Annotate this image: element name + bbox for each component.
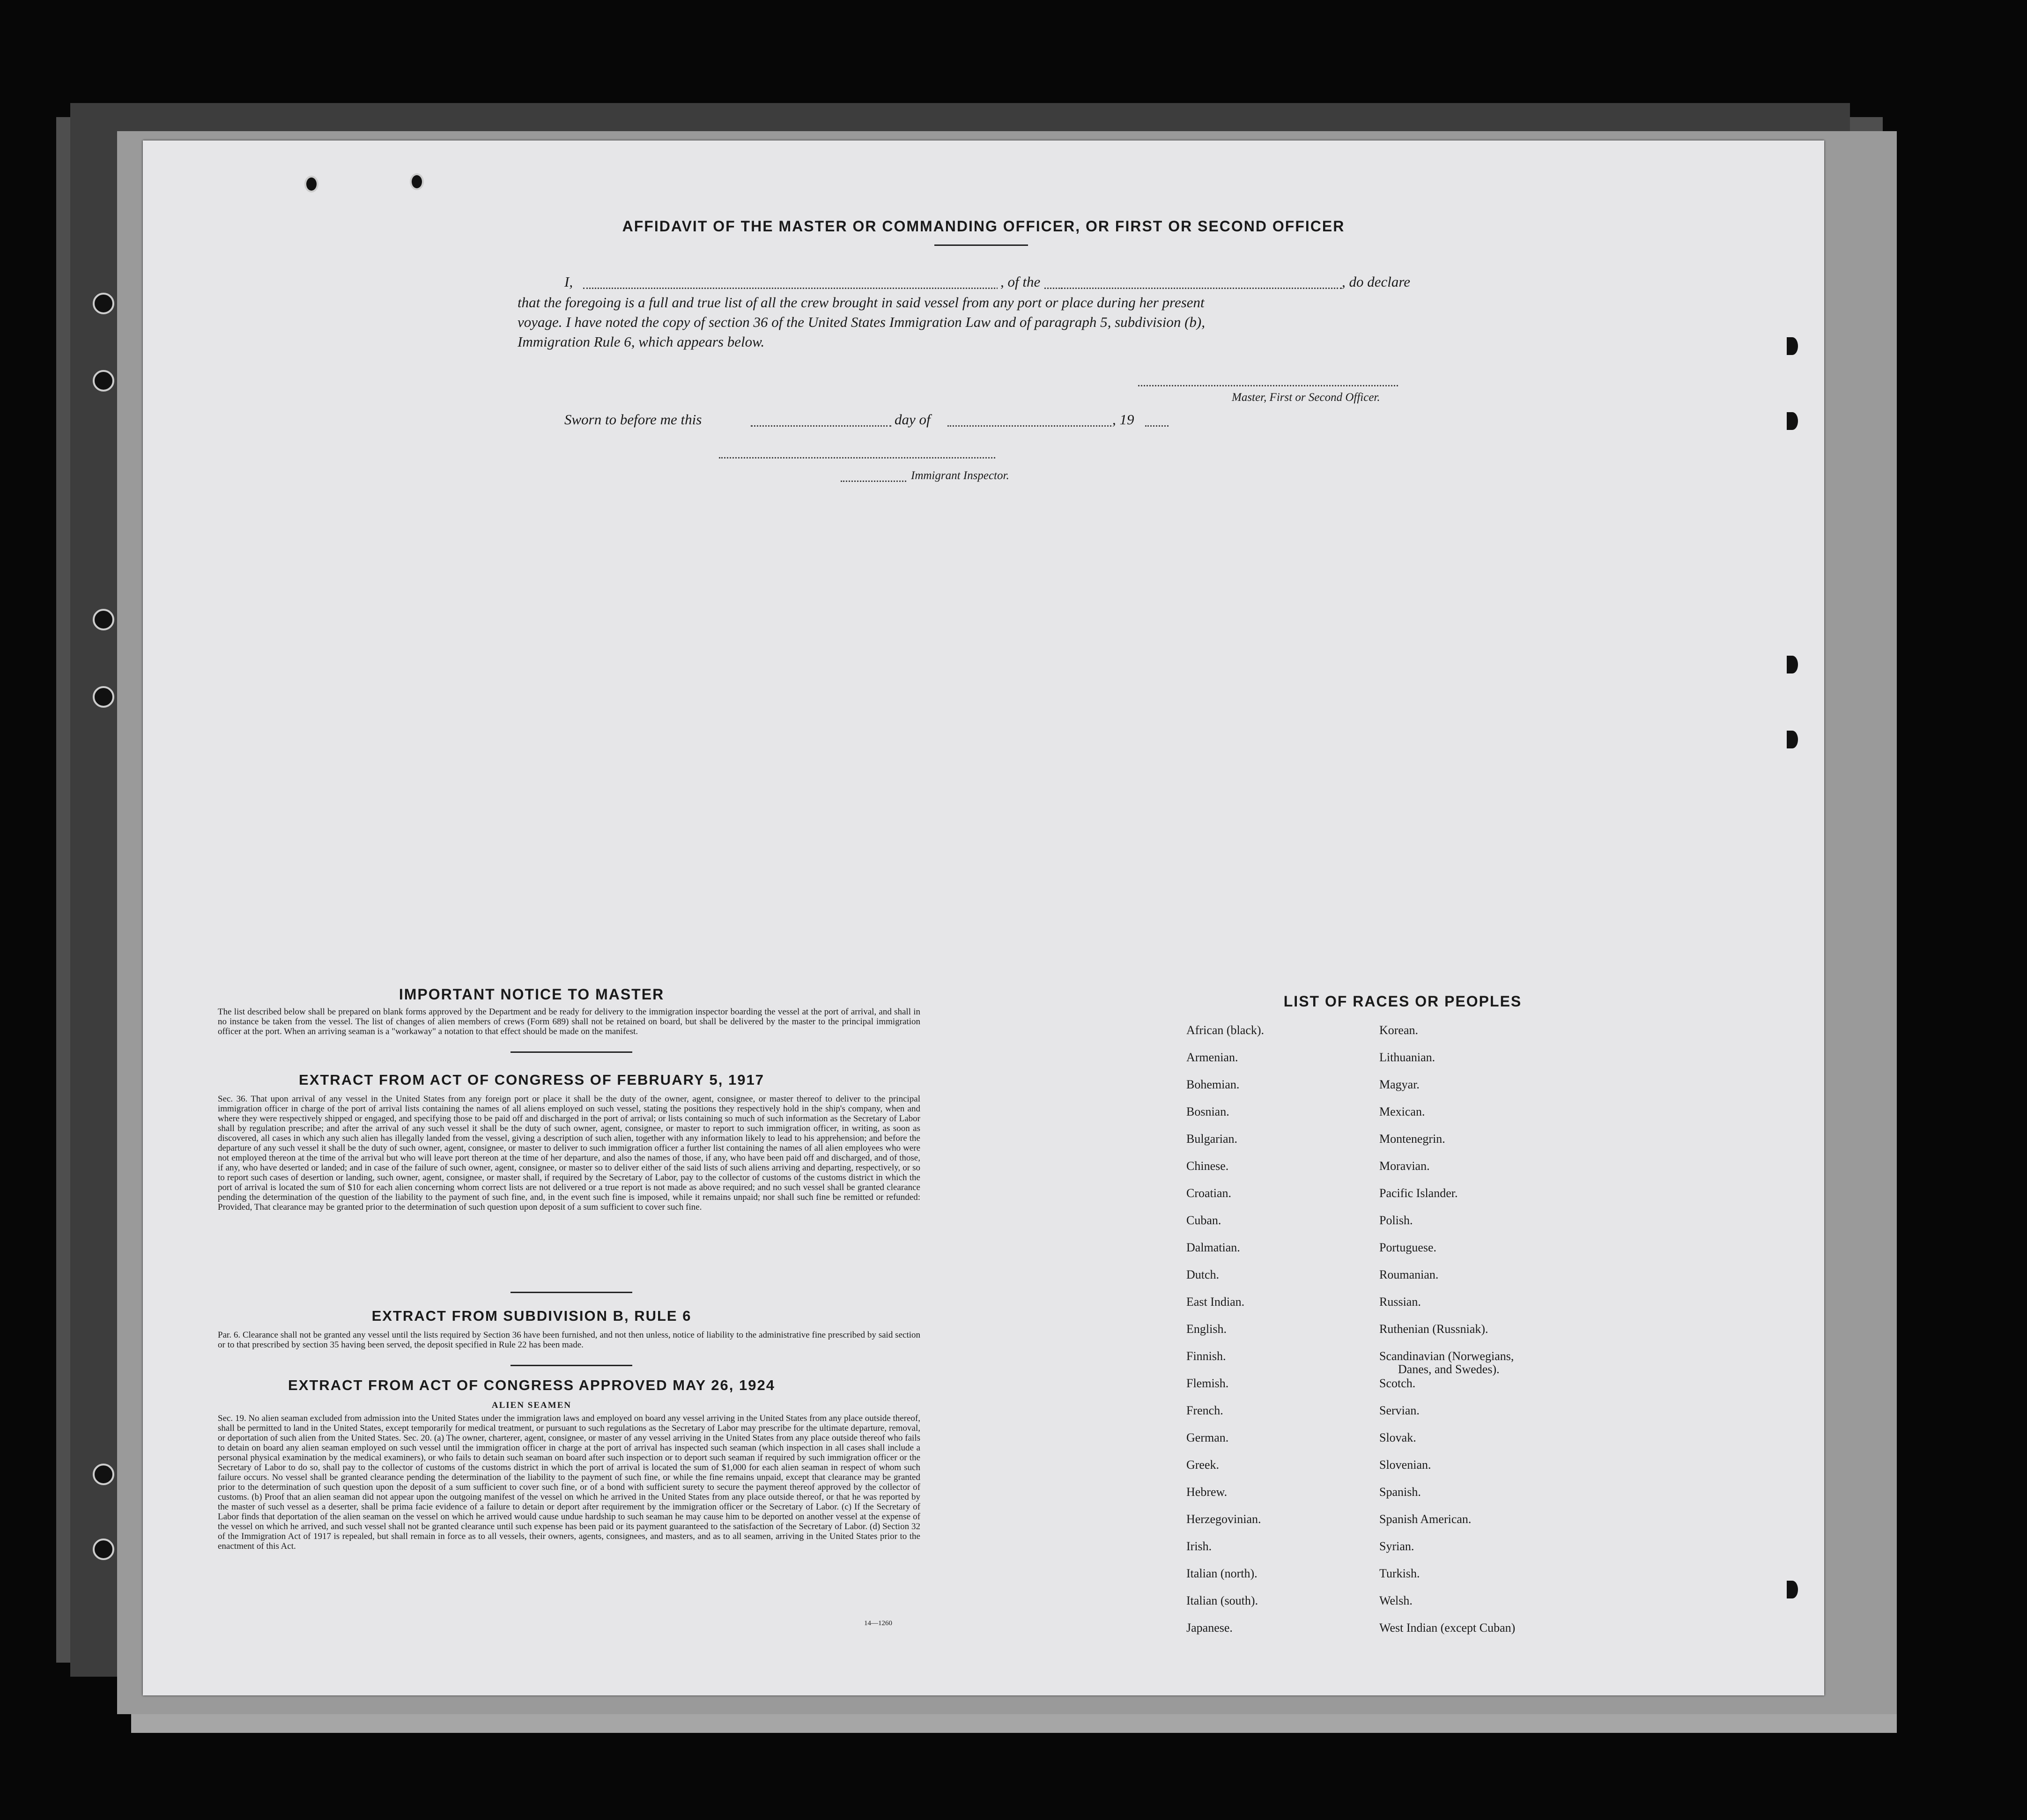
race-item: Chinese.: [1186, 1159, 1229, 1173]
sworn-month-field[interactable]: [947, 425, 1111, 427]
extract-1924-text: Sec. 19. No alien seaman excluded from admission into the United States under the immigration laws and employed on board any vessel arriving in the United States from any place outside thereof, shall be permitted to land in the United States, except temporarily for medical treatment, or pursuant to such regulations as the Secretary of Labor may prescribe for the ultimate departure, removal, or deportation of such alien from the United States. Sec. 20. (a) The owner, charterer, agent, consignee, or master of any vessel arriving in the United States from any place outside thereof who fails to detain on board any alien seaman employed on such vessel until the immigration officer in charge at the port of arrival has inspected such seaman (which inspection in all cases shall include a personal physical examination by the medical examiners), or who fails to detain such seaman on board after such inspection or to deport such seaman if required by such immigration officer or the Secretary of Labor to do so, shall pay to the collector of customs of the customs district in which the port of arrival is located the sum of $1,000 for each alien seaman in respect of whom such failure occurs. No vessel shall be granted clearance pending the determination of the liability to the payment of such fine, or while the fine remains unpaid, except that clearance may be granted prior to the determination of such question upon the deposit of a sum sufficient to cover such fine, or of a bond with sufficient surety to secure the payment thereof approved by the collector of customs. (b) Proof that an alien seaman did not appear upon the outgoing manifest of the vessel on which he arrived in the United States from any place outside thereof, or that he was reported by the master of such vessel as a deserter, shall be prima facie evidence of a failure to detain or deport after requirement by the immigration officer or the Secretary of Labor. (c) If the Secretary of Labor finds that deportation of the alien seaman on the vessel on which he arrived would cause undue hardship to such seaman he may cause him to be deported on another vessel at the expense of the vessel on which he arrived, and such vessel shall not be granted clearance until such expense has been paid or its payment guaranteed to the satisfaction of the Secretary of Labor. (d) Section 32 of the Immigration Act of 1917 is repealed, but shall remain in force as to all vessels, their owners, agents, consignees, and masters, and as to all seamen, arriving in the United States prior to the enactment of this Act.: [218, 1413, 920, 1551]
race-item: Italian (south).: [1186, 1594, 1258, 1607]
binder-hole: [93, 370, 114, 392]
race-item: Pacific Islander.: [1379, 1186, 1458, 1200]
race-item: Servian.: [1379, 1404, 1420, 1417]
inspector-signature-field[interactable]: [719, 457, 995, 459]
race-item: Bohemian.: [1186, 1078, 1240, 1091]
punch-hole: [1787, 731, 1798, 748]
affidavit-title: AFFIDAVIT OF THE MASTER OR COMMANDING OFFICER, OR FIRST OR SECOND OFFICER: [622, 218, 1345, 235]
punch-hole: [304, 176, 318, 192]
inspector-name-field[interactable]: [841, 481, 906, 482]
race-item: Slovenian.: [1379, 1458, 1431, 1472]
race-item: Bosnian.: [1186, 1105, 1229, 1118]
page-edge: [131, 1714, 1897, 1733]
race-item: Welsh.: [1379, 1594, 1413, 1607]
race-item: Syrian.: [1379, 1539, 1414, 1553]
race-item-continuation: Danes, and Swedes).: [1398, 1362, 1500, 1376]
race-item: West Indian (except Cuban): [1379, 1621, 1516, 1635]
race-item: Croatian.: [1186, 1186, 1232, 1200]
race-item: Greek.: [1186, 1458, 1220, 1472]
vessel-field[interactable]: [1061, 288, 1342, 289]
race-item: Korean.: [1379, 1023, 1419, 1037]
do-declare-label: , do declare: [1342, 274, 1411, 290]
race-item: Hebrew.: [1186, 1485, 1228, 1499]
punch-hole: [1787, 412, 1798, 430]
race-item: Bulgarian.: [1186, 1132, 1238, 1146]
race-item: African (black).: [1186, 1023, 1265, 1037]
punch-hole: [1787, 656, 1798, 673]
of-the-label: , of the: [998, 274, 1043, 290]
binder-hole: [93, 1539, 114, 1560]
declarant-label: I,: [564, 274, 573, 290]
signature-caption: Master, First or Second Officer.: [1232, 391, 1380, 404]
race-item: Ruthenian (Russniak).: [1379, 1322, 1488, 1336]
race-item: Polish.: [1379, 1213, 1413, 1227]
race-item: French.: [1186, 1404, 1223, 1417]
race-item: Finnish.: [1186, 1349, 1226, 1363]
inspector-caption: Immigrant Inspector.: [911, 469, 1009, 482]
binder-hole: [93, 609, 114, 630]
race-item: Turkish.: [1379, 1567, 1420, 1580]
sworn-year-field[interactable]: [1145, 425, 1169, 427]
signature-field[interactable]: [1138, 385, 1398, 386]
extract-1924-title: EXTRACT FROM ACT OF CONGRESS APPROVED MAY 26, 1924: [288, 1377, 775, 1393]
race-item: Spanish.: [1379, 1485, 1421, 1499]
race-item: Herzegovinian.: [1186, 1512, 1261, 1526]
race-item: Montenegrin.: [1379, 1132, 1445, 1146]
race-item: Flemish.: [1186, 1376, 1229, 1390]
punch-hole: [1787, 1581, 1798, 1598]
race-item: East Indian.: [1186, 1295, 1245, 1309]
divider: [510, 1051, 632, 1053]
race-item: Scotch.: [1379, 1376, 1416, 1390]
binder-hole: [93, 293, 114, 314]
race-item: Roumanian.: [1379, 1268, 1439, 1281]
extract-1924-subtitle: ALIEN SEAMEN: [491, 1400, 572, 1410]
form-number: 14—1260: [864, 1620, 892, 1627]
extract-rule6-text: Par. 6. Clearance shall not be granted any vessel until the lists required by Section 36 have been furnished, and not then unless, notice of liability to the administrative fine prescribed by said section or to that prescribed by section 35 having been served, the deposit specified in Rule 22 has been made.: [218, 1330, 920, 1350]
punch-hole: [1787, 337, 1798, 355]
binder-hole: [93, 686, 114, 708]
race-item: Italian (north).: [1186, 1567, 1258, 1580]
year-label: , 19: [1112, 411, 1134, 428]
race-item: Magyar.: [1379, 1078, 1420, 1091]
race-item: Slovak.: [1379, 1431, 1416, 1444]
form-page: [143, 141, 1824, 1695]
race-item: Portuguese.: [1379, 1241, 1437, 1254]
affidavit-line: voyage. I have noted the copy of section 36 of the United States Immigration Law and of paragraph 5, subdivision (b),: [518, 314, 1205, 330]
day-of-label: day of: [895, 411, 931, 428]
sworn-day-field[interactable]: [751, 425, 891, 427]
race-item: Armenian.: [1186, 1051, 1238, 1064]
divider: [510, 1292, 632, 1293]
name-field[interactable]: [583, 288, 1136, 289]
binder-hole: [93, 1464, 114, 1485]
extract-1917-text: Sec. 36. That upon arrival of any vessel in the United States from any foreign port or place it shall be the duty of the owner, agent, consignee, or master thereof to deliver to the principal immigration officer in charge of the port of arrival lists containing the names of all aliens employed on such vessel, stating the positions they respectively hold in the ship's company, when and where they were respectively shipped or engaged, and specifying those to be paid off and discharged in the port of arrival; or lists containing so much of such information as the Secretary of Labor shall by regulation prescribe; and after the arrival of any such vessel it shall be the duty of such owner, agent, consignee, or master to report to such immigration officer, in writing, as soon as discovered, all cases in which any such alien has illegally landed from the vessel, giving a description of such alien, together with any information likely to lead to his apprehension; and before the departure of any such vessel it shall be the duty of such owner, agent, consignee, or master to deliver to such immigration officer a further list containing the names of all alien employees who were not employed thereon at the time of the arrival but who will leave port thereon at the time of her departure, and also the names of those, if any, who have been paid off and discharged, and of those, if any, who have deserted or landed; and in case of the failure of such owner, agent, consignee, or master so to deliver either of the said lists of such aliens arriving and departing, respectively, or so to report such cases of desertion or landing, such owner, agent, consignee, or master shall, if required by the Secretary of Labor, pay to the collector of customs of the customs district in which the port of arrival is located the sum of $10 for each alien concerning whom correct lists are not delivered or a true report is not made as above required; and no such vessel shall be granted clearance pending the determination of the question of the liability to the payment of such fine, and, in the event such fine is imposed, while it remains unpaid; nor shall such fine be remitted or refunded: Provided, That clearance may be granted prior to the determination of such question upon deposit of a sum sufficient to cover such fine.: [218, 1094, 920, 1212]
race-item: Cuban.: [1186, 1213, 1221, 1227]
sworn-label: Sworn to before me this: [564, 411, 702, 428]
race-item: Japanese.: [1186, 1621, 1233, 1635]
divider: [934, 244, 1028, 246]
punch-hole: [410, 173, 424, 190]
extract-1917-title: EXTRACT FROM ACT OF CONGRESS OF FEBRUARY 5, 1917: [299, 1072, 764, 1088]
race-item: Irish.: [1186, 1539, 1212, 1553]
race-item: German.: [1186, 1431, 1229, 1444]
affidavit-line: that the foregoing is a full and true list of all the crew brought in said vessel from any port or place during her present: [518, 294, 1205, 311]
divider: [510, 1365, 632, 1366]
races-title: LIST OF RACES OR PEOPLES: [1283, 993, 1522, 1010]
race-item: Dutch.: [1186, 1268, 1220, 1281]
race-item: Spanish American.: [1379, 1512, 1472, 1526]
race-item: Moravian.: [1379, 1159, 1430, 1173]
race-item: Scandinavian (Norwegians,: [1379, 1349, 1514, 1363]
race-item: Dalmatian.: [1186, 1241, 1240, 1254]
affidavit-line: Immigration Rule 6, which appears below.: [518, 333, 765, 350]
race-item: Russian.: [1379, 1295, 1421, 1309]
extract-rule6-title: EXTRACT FROM SUBDIVISION B, RULE 6: [371, 1308, 692, 1324]
race-item: Lithuanian.: [1379, 1051, 1435, 1064]
notice-text: The list described below shall be prepared on blank forms approved by the Department and be ready for delivery to the immigration inspector boarding the vessel at the port of arrival, and shall in no instance be taken from the vessel. The list of changes of alien members of crews (Form 689) shall not be retained on board, but shall be delivered by the master to the principal immigration officer at the port. When an arriving seaman is a "workaway" a notation to that effect should be made on the manifest.: [218, 1007, 920, 1036]
race-item: English.: [1186, 1322, 1227, 1336]
notice-title: IMPORTANT NOTICE TO MASTER: [399, 986, 665, 1003]
race-item: Mexican.: [1379, 1105, 1425, 1118]
